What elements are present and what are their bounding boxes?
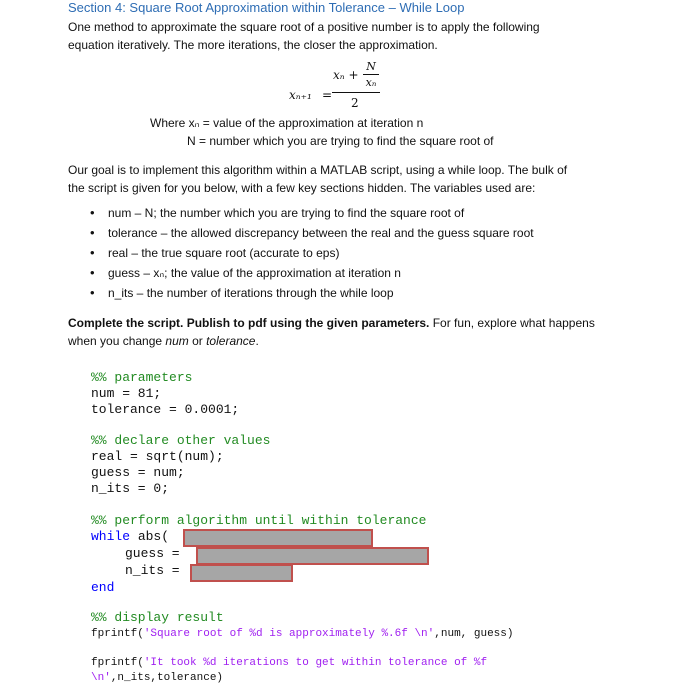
code-fprintf-2-cont: [91, 670, 223, 686]
list-item: • tolerance – the allowed discrepancy between the real and the guess square root: [90, 223, 534, 243]
formula-lhs: xₙ₊₁: [289, 88, 312, 102]
list-item: • guess – xₙ; the value of the approximation at iteration n: [90, 263, 534, 283]
code-nits-line: n_its = 0;: [91, 481, 170, 496]
formula-frac-numerator: N: [366, 60, 376, 73]
formula-fraction-line: [332, 92, 380, 93]
code-guess-assign: guess =: [125, 546, 180, 561]
code-fprintf2-call: fprintf(: [91, 657, 144, 669]
goal-line-1: Our goal is to implement this algorithm within a MATLAB script, using a while loop. The bulk of: [68, 163, 568, 177]
code-fprintf2-string: 'It took %d iterations to get within tolerance of %f: [143, 657, 488, 669]
code-comment-perform: %% perform algorithm until within tolerance: [91, 513, 427, 528]
code-while-line: [91, 529, 169, 545]
code-comment-parameters: %% parameters: [91, 370, 193, 385]
formula-inner-fraction: [363, 60, 379, 89]
code-while-keyword: while: [91, 529, 131, 544]
instruction-or: or: [188, 334, 207, 348]
code-guess-line: guess = num;: [91, 465, 185, 480]
where-line-2: N = number which you are trying to find the square root of: [187, 134, 494, 148]
list-item: • real – the true square root (accurate to eps): [90, 243, 534, 263]
redacted-nits-update: [190, 564, 293, 582]
code-fprintf1-args: ,num, guess): [434, 628, 514, 640]
intro-line-2: equation iteratively. The more iterations, the closer the approximation.: [68, 38, 438, 52]
instruction-num: num: [165, 334, 189, 348]
code-end-keyword: end: [91, 580, 115, 595]
code-while-rest: abs(: [130, 529, 170, 544]
code-real-line: real = sqrt(num);: [91, 449, 224, 464]
code-nits-assign: n_its =: [125, 563, 180, 578]
instruction-line2: when you change: [68, 334, 166, 348]
code-num-line: num = 81;: [91, 386, 162, 401]
code-comment-declare: %% declare other values: [91, 433, 271, 448]
instruction-rest: For fun, explore what happens: [429, 316, 595, 330]
code-fprintf-2: [91, 655, 487, 671]
code-fprintf2-args: ,n_its,tolerance): [110, 672, 224, 684]
code-fprintf1-call: fprintf(: [91, 628, 144, 640]
section-heading: Section 4: Square Root Approximation within Tolerance – While Loop: [68, 0, 465, 15]
instruction-paragraph: [68, 314, 628, 350]
code-fprintf2-string-end: \n': [91, 672, 111, 684]
formula-frac-denominator: xₙ: [365, 76, 377, 89]
redacted-while-condition: [183, 529, 373, 547]
goal-line-2: the script is given for you below, with a few key sections hidden. The variables used are:: [68, 181, 536, 195]
intro-paragraph: [68, 18, 628, 54]
goal-paragraph: [68, 161, 628, 197]
code-fprintf1-string: 'Square root of %d is approximately %.6f \n': [143, 628, 435, 640]
intro-line-1: One method to approximate the square root of a positive number is to apply the following: [68, 20, 540, 34]
code-fprintf-1: [91, 626, 513, 642]
where-line-1: Where xₙ = value of the approximation at iteration n: [150, 116, 424, 130]
formula-numerator: xₙ +: [333, 68, 359, 82]
variables-list: [90, 203, 534, 303]
list-item: • num – N; the number which you are trying to find the square root of: [90, 203, 534, 223]
code-tolerance-line: tolerance = 0.0001;: [91, 402, 240, 417]
list-item: • n_its – the number of iterations through the while loop: [90, 283, 534, 303]
redacted-guess-update: [196, 547, 429, 565]
code-comment-display: %% display result: [91, 610, 224, 625]
formula-equals: =: [322, 88, 333, 102]
instruction-period: .: [255, 334, 259, 348]
instruction-tolerance: tolerance: [206, 334, 256, 348]
formula-denominator: 2: [351, 96, 359, 110]
formula-inner-fraction-line: [363, 74, 379, 75]
instruction-bold: Complete the script. Publish to pdf using the given parameters.: [68, 316, 430, 330]
iteration-formula: [285, 60, 405, 110]
